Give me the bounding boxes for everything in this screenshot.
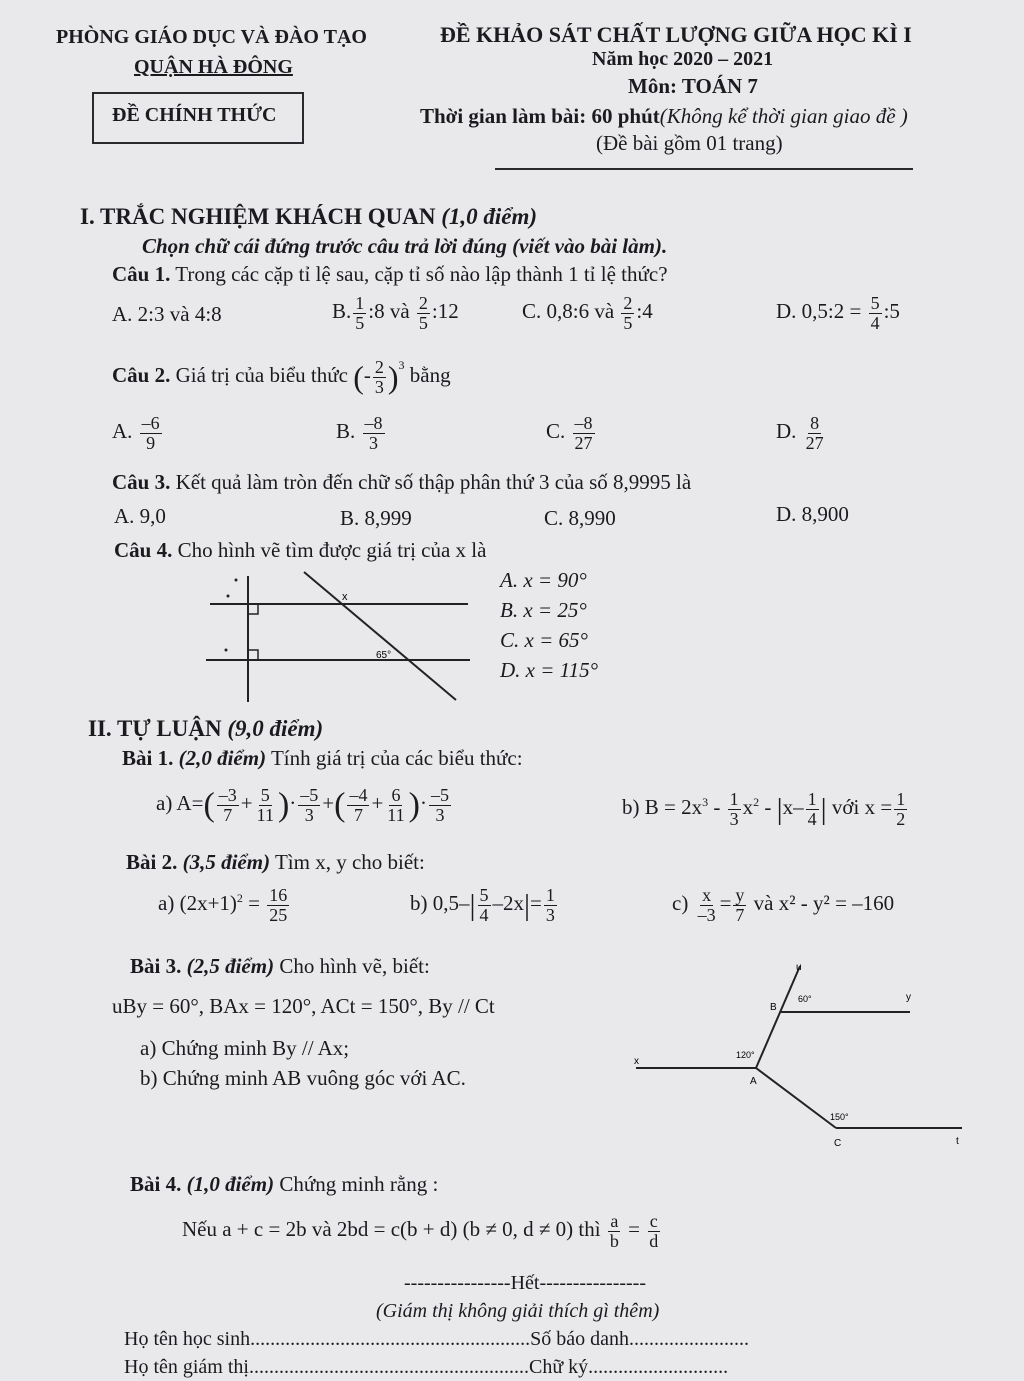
q2-option-d: D. $\frac{8}{27}$ xyxy=(776,413,824,453)
q1-b-end: :12 xyxy=(431,299,459,324)
q3-label: Câu 3. xyxy=(112,470,171,494)
b1-b-x: x = xyxy=(864,795,893,820)
b3-label-C: C xyxy=(834,1138,842,1149)
b4-label: Bài 4. xyxy=(130,1172,182,1196)
department: PHÒNG GIÁO DỤC VÀ ĐÀO TẠO xyxy=(56,26,367,48)
q4-right-angle-bottom xyxy=(248,650,258,660)
q1-label: Câu 1. xyxy=(112,262,171,286)
part1-points: (1,0 điểm) xyxy=(441,204,538,229)
b2-part-b: b) 0,5–| $\frac{5}{4}$ –2x|= $\frac{1}{3}$ xyxy=(410,885,555,925)
b4-condition: Nếu a + c = 2b và 2bd = c(b + d) (b ≠ 0, d ≠ 0) thì $\frac{a}{b}$ = $\frac{c}{d}$ xyxy=(182,1211,659,1251)
b3-part-b: b) Chứng minh AB vuông góc với AC. xyxy=(140,1066,466,1090)
b2-label: Bài 2. xyxy=(126,850,178,874)
part1-heading xyxy=(80,204,537,230)
q1-text: Trong các cặp tỉ lệ sau, cặp tỉ số nào lập thành 1 tỉ lệ thức? xyxy=(175,262,668,286)
q4-option-c: C. x = 65° xyxy=(500,628,588,652)
b1-text: Tính giá trị của các biểu thức: xyxy=(270,746,523,770)
q1-d-end: :5 xyxy=(883,299,900,324)
b3-angle-120: 120° xyxy=(736,1050,755,1060)
b2-c-and: và xyxy=(753,891,774,916)
b3 xyxy=(130,954,430,979)
b1-b-with: với xyxy=(831,795,860,820)
b1-a-label: a) xyxy=(156,791,173,816)
b2-b-label: b) xyxy=(410,891,428,916)
time-note: (Không kể thời gian giao đề ) xyxy=(659,104,908,128)
b2 xyxy=(126,850,425,875)
b2-points: (3,5 điểm) xyxy=(182,850,271,874)
b4 xyxy=(130,1172,438,1197)
q1-c-end: :4 xyxy=(636,299,653,324)
b3-label-A: A xyxy=(750,1076,757,1087)
q4-angle-65: 65° xyxy=(376,650,392,661)
invigilator-line: Họ tên giám thị........................................................Chữ ký............................ xyxy=(124,1356,729,1378)
q1-option-b: B. $\frac{1}{5}$ :8 và $\frac{2}{5}$ :12 xyxy=(332,293,459,333)
part2-title: II. TỰ LUẬN xyxy=(88,716,222,741)
q3-text: Kết quả làm tròn đến chữ số thập phân thứ 3 của số 8,9995 là xyxy=(175,470,692,494)
q4-label: Câu 4. xyxy=(114,538,173,562)
q3-option-c: C. 8,990 xyxy=(544,506,616,530)
q2-label: Câu 2. xyxy=(112,363,171,388)
part1-title: I. TRẮC NGHIỆM KHÁCH QUAN xyxy=(80,204,436,229)
b1-points: (2,0 điểm) xyxy=(178,746,267,770)
b4-cond: Nếu a + c = 2b và 2bd = c(b + d) (b ≠ 0, d ≠ 0) thì xyxy=(182,1217,601,1242)
q3 xyxy=(112,470,691,495)
time-label: Thời gian làm bài: 60 phút xyxy=(420,104,660,128)
b3-line-uA xyxy=(756,966,800,1068)
q4-text: Cho hình vẽ tìm được giá trị của x là xyxy=(177,538,487,562)
end-marker: ----------------Hết---------------- xyxy=(404,1272,647,1294)
q4-option-d: D. x = 115° xyxy=(500,658,598,682)
b2-part-a: a) $(2x+1)^2$ = $\frac{16}{25}$ xyxy=(158,885,288,925)
q4 xyxy=(114,538,486,563)
part2-heading xyxy=(88,716,323,742)
b3-points: (2,5 điểm) xyxy=(186,954,275,978)
q4-right-angle-top xyxy=(248,604,258,614)
pages-note: (Đề bài gồm 01 trang) xyxy=(596,131,783,155)
b3-line-AC xyxy=(756,1068,836,1128)
b3-angle-150: 150° xyxy=(830,1112,849,1122)
b4-points: (1,0 điểm) xyxy=(186,1172,275,1196)
q2-tail: bằng xyxy=(409,363,451,388)
school-year: Năm học 2020 – 2021 xyxy=(592,48,774,70)
b1 xyxy=(122,746,523,771)
b2-c-label: c) xyxy=(672,891,689,916)
b1-label: Bài 1. xyxy=(122,746,174,770)
b3-figure xyxy=(630,960,970,1152)
b3-angle-60: 60° xyxy=(798,994,812,1004)
q4-option-b: B. x = 25° xyxy=(500,598,587,622)
b3-label-B: B xyxy=(770,1002,777,1013)
b2-text: Tìm x, y cho biết: xyxy=(274,850,425,874)
q4-angle-x: x xyxy=(342,591,348,603)
b2-a-label: a) xyxy=(158,891,175,916)
q3-option-a: A. 9,0 xyxy=(114,504,166,528)
b3-part-a: a) Chứng minh By // Ax; xyxy=(140,1036,350,1060)
b2-part-c: c) $\frac{x}{-3}$ = $\frac{y}{7}$ và x² - y² = –160 xyxy=(672,885,895,925)
student-line: Họ tên học sinh........................................................Số báo danh........................ xyxy=(124,1328,749,1350)
q4-figure xyxy=(200,566,480,706)
b3-givens: uBy = 60°, BAx = 120°, ACt = 150°, By // Ct xyxy=(112,994,495,1018)
header-rule xyxy=(495,168,913,170)
b1-b-label: b) xyxy=(622,795,640,820)
subject: Môn: TOÁN 7 xyxy=(628,74,758,98)
q3-option-b: B. 8,999 xyxy=(340,506,412,530)
q1 xyxy=(112,262,668,287)
q2: Câu 2. Giá trị của biểu thức (- $\frac{2}{3}$ )$^3$ bằng xyxy=(112,357,451,397)
q2-text: Giá trị của biểu thức xyxy=(175,363,348,388)
q1-option-a: A. 2:3 và 4:8 xyxy=(112,302,222,326)
q1-b-mid: :8 và xyxy=(368,299,410,324)
exam-title: ĐỀ KHẢO SÁT CHẤT LƯỢNG GIỮA HỌC KÌ I xyxy=(440,22,912,47)
b3-label-x: x xyxy=(634,1056,639,1067)
part2-points: (9,0 điểm) xyxy=(227,716,324,741)
q1-option-d: D. 0,5:2 = $\frac{5}{4}$ :5 xyxy=(776,293,900,333)
q4-option-a: A. x = 90° xyxy=(500,568,587,592)
b4-text: Chứng minh rằng : xyxy=(279,1172,439,1196)
b1-part-a: a) A=( $\frac{-3}{7}$ + $\frac{5}{11}$ )· $\frac{-5}{3}$ +( $\frac{-4}{7}$ + $\frac{6}{11}$ )· $\frac{-5}{3}$ xyxy=(156,785,449,825)
part1-instruction: Chọn chữ cái đứng trước câu trả lời đúng (viết vào bài làm). xyxy=(142,234,668,258)
official-label: ĐỀ CHÍNH THỨC xyxy=(112,104,277,126)
q1-b-prefix: B. xyxy=(332,299,352,324)
q2-option-b: B. $\frac{-8}{3}$ xyxy=(336,413,383,453)
b3-text: Cho hình vẽ, biết: xyxy=(279,954,430,978)
b3-label-y: y xyxy=(906,992,911,1003)
b1-part-b: b) $B = 2x^3$ - $\frac{1}{3}$ $x^2 - |x-$ $\frac{1}{4}$ | với x = $\frac{1}{2}$ xyxy=(622,789,906,829)
q4-transversal xyxy=(304,572,456,700)
b3-label-t: t xyxy=(956,1136,959,1147)
b2-c-rhs: x² - y² = –160 xyxy=(778,891,895,916)
q3-option-d: D. 8,900 xyxy=(776,502,849,526)
q1-d-prefix: D. 0,5:2 = xyxy=(776,299,862,324)
b3-label: Bài 3. xyxy=(130,954,182,978)
q1-option-c: C. 0,8:6 và $\frac{2}{5}$ :4 xyxy=(522,293,653,333)
footer-note: (Giám thị không giải thích gì thêm) xyxy=(376,1300,660,1322)
district: QUẬN HÀ ĐÔNG xyxy=(134,56,293,78)
q2-option-c: C. $\frac{-8}{27}$ xyxy=(546,413,593,453)
q2-option-a: A. $\frac{-6}{9}$ xyxy=(112,413,160,453)
time-line xyxy=(420,104,908,129)
b3-label-u: u xyxy=(796,962,802,973)
q1-c-prefix: C. 0,8:6 và xyxy=(522,299,615,324)
